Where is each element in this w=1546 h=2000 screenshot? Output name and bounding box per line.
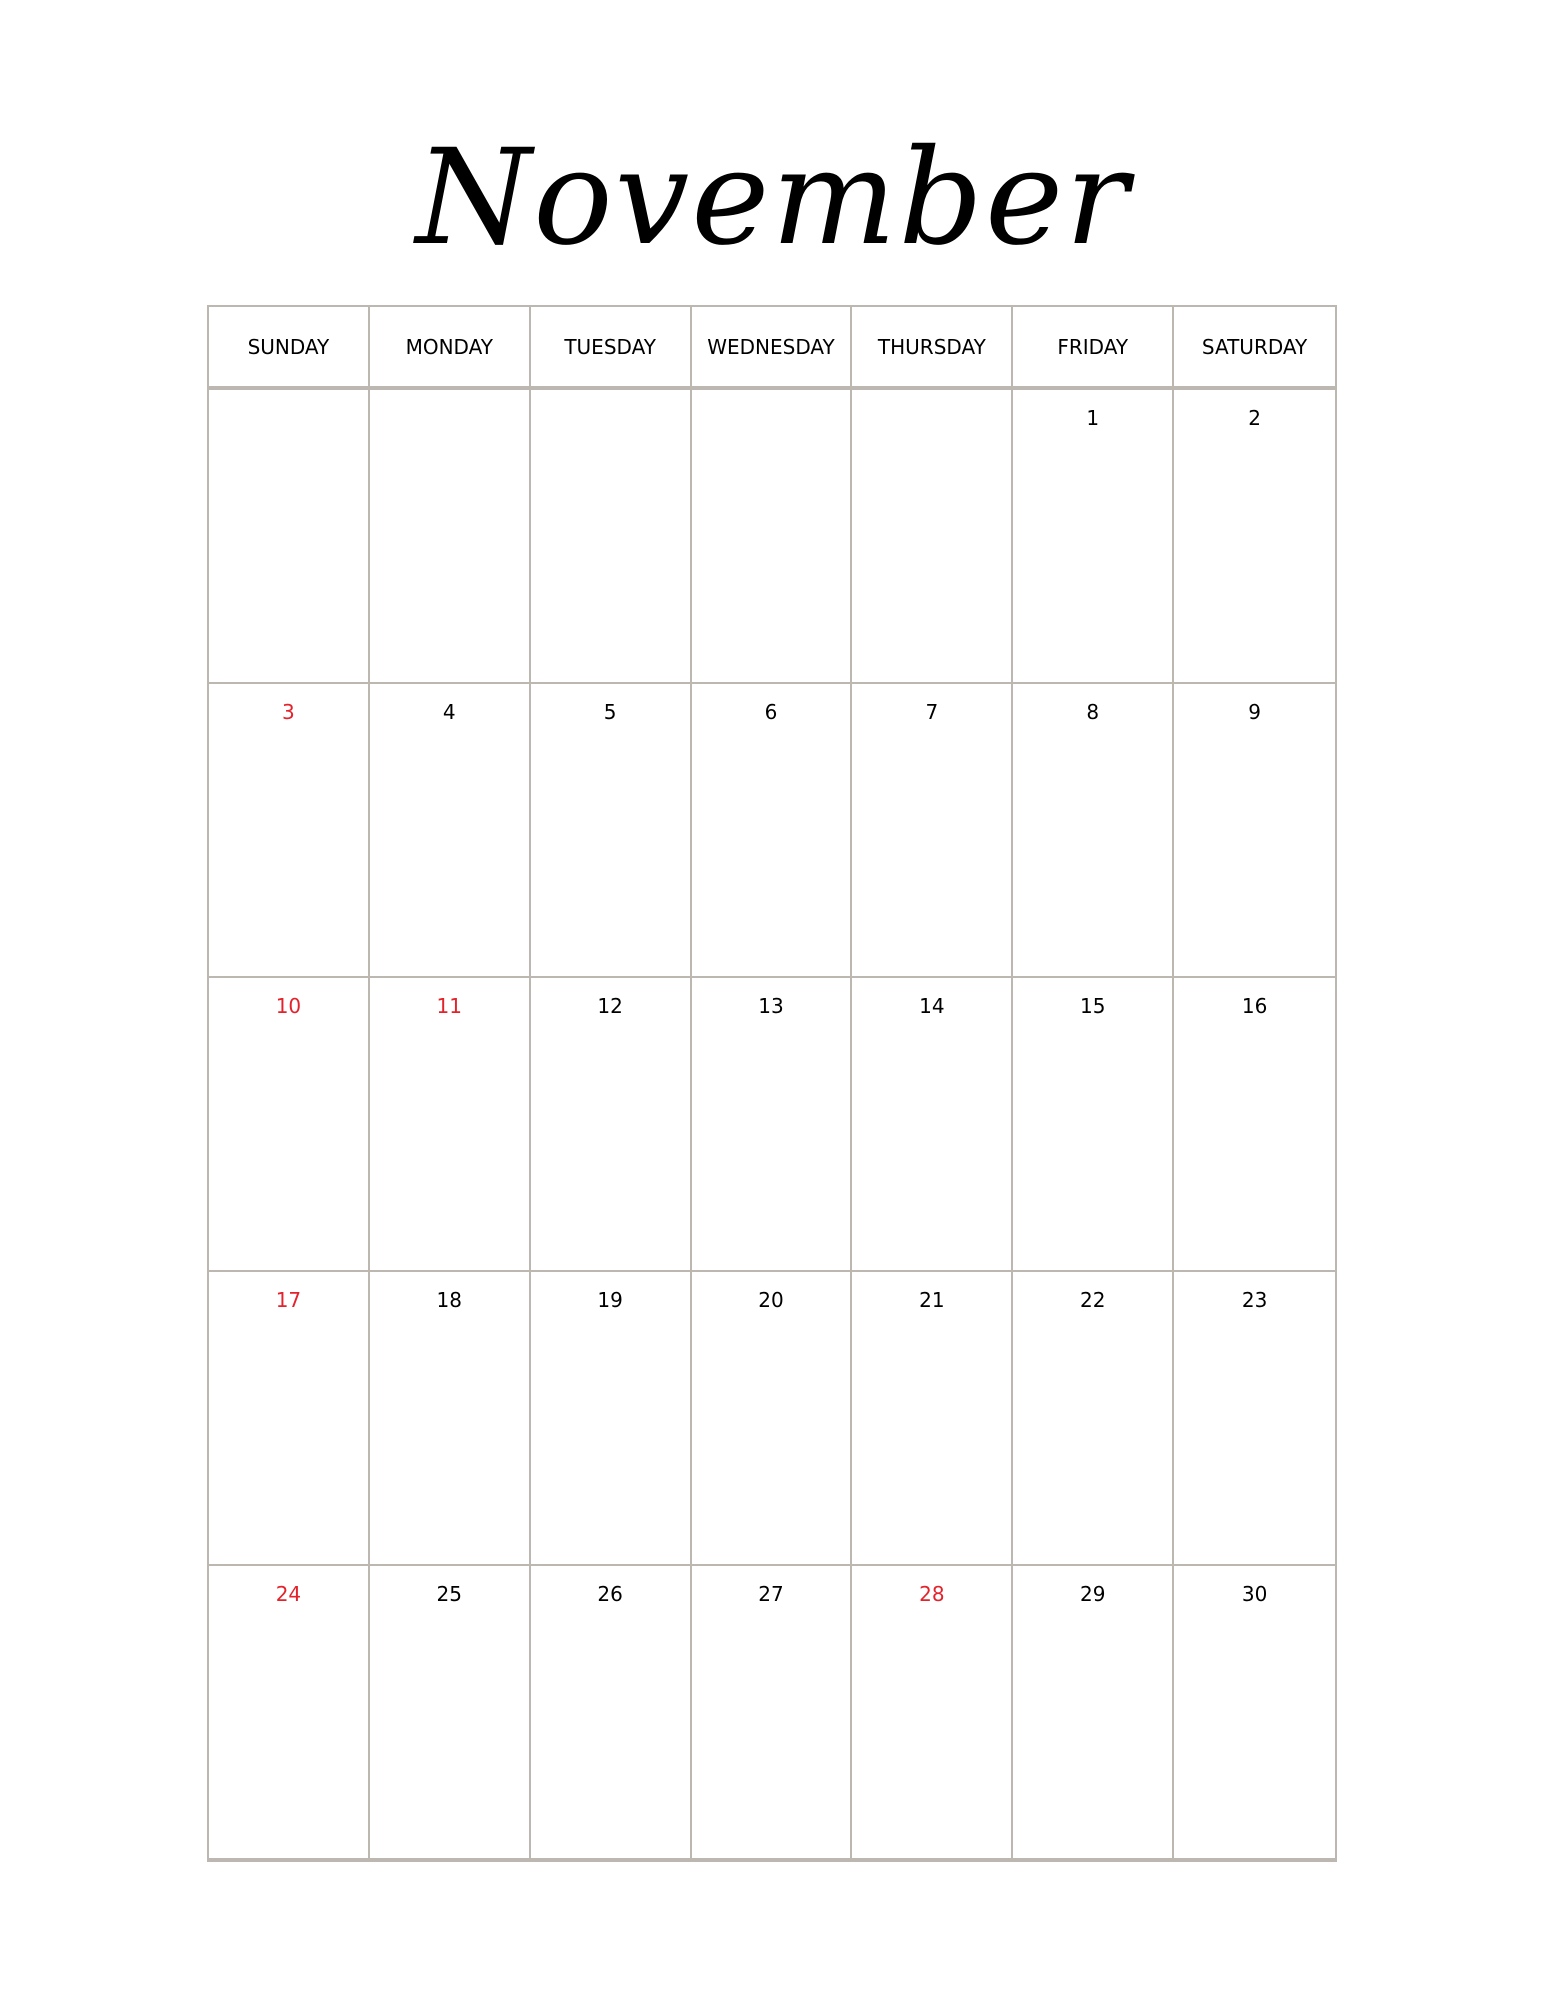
day-cell: 4 — [370, 684, 531, 976]
weekday-header-row — [209, 307, 1335, 390]
day-cell: 15 — [1013, 978, 1174, 1270]
day-cell-highlighted: 17 — [209, 1272, 370, 1564]
day-cell — [531, 390, 692, 682]
day-cell: 30 — [1241, 1582, 1268, 1606]
day-cell: 8 — [1013, 684, 1174, 976]
day-cell: 22 — [1013, 1272, 1174, 1564]
calendar-grid — [207, 305, 1337, 1862]
week-row-5 — [209, 1566, 1335, 1860]
day-cell: 16 — [1241, 994, 1268, 1018]
day-cell: 5 — [531, 684, 692, 976]
day-cell: 18 — [370, 1272, 531, 1564]
weekday-thursday: THURSDAY — [852, 307, 1013, 386]
day-cell — [692, 390, 853, 682]
day-cell: 21 — [852, 1272, 1013, 1564]
day-cell: 26 — [531, 1566, 692, 1858]
day-cell: 7 — [852, 684, 1013, 976]
day-cell: 25 — [370, 1566, 531, 1858]
weekday-monday: MONDAY — [370, 307, 531, 386]
day-cell: 23 — [1241, 1288, 1268, 1312]
week-row-4 — [209, 1272, 1335, 1566]
weekday-friday: FRIDAY — [1013, 307, 1174, 386]
day-cell: 1 — [1013, 390, 1174, 682]
weekday-saturday: SATURDAY — [1201, 334, 1308, 359]
day-cell: 27 — [692, 1566, 853, 1858]
week-row-2 — [209, 684, 1335, 978]
day-cell — [852, 390, 1013, 682]
day-cell-highlighted: 24 — [209, 1566, 370, 1858]
day-cell: 29 — [1013, 1566, 1174, 1858]
day-cell — [209, 390, 370, 682]
day-cell: 2 — [1248, 406, 1261, 430]
week-row-3 — [209, 978, 1335, 1272]
day-cell-highlighted: 10 — [209, 978, 370, 1270]
day-cell-highlighted: 3 — [209, 684, 370, 976]
day-cell — [370, 390, 531, 682]
week-row-1 — [209, 390, 1335, 684]
day-cell: 9 — [1248, 700, 1261, 724]
day-cell: 6 — [692, 684, 853, 976]
weekday-sunday: SUNDAY — [209, 307, 370, 386]
month-title: November — [415, 121, 1131, 275]
day-cell-highlighted: 11 — [370, 978, 531, 1270]
day-cell: 19 — [531, 1272, 692, 1564]
day-cell: 13 — [692, 978, 853, 1270]
day-cell-highlighted: 28 — [852, 1566, 1013, 1858]
day-cell: 20 — [692, 1272, 853, 1564]
weekday-tuesday: TUESDAY — [531, 307, 692, 386]
weekday-wednesday: WEDNESDAY — [692, 307, 853, 386]
day-cell: 14 — [852, 978, 1013, 1270]
day-cell: 12 — [531, 978, 692, 1270]
